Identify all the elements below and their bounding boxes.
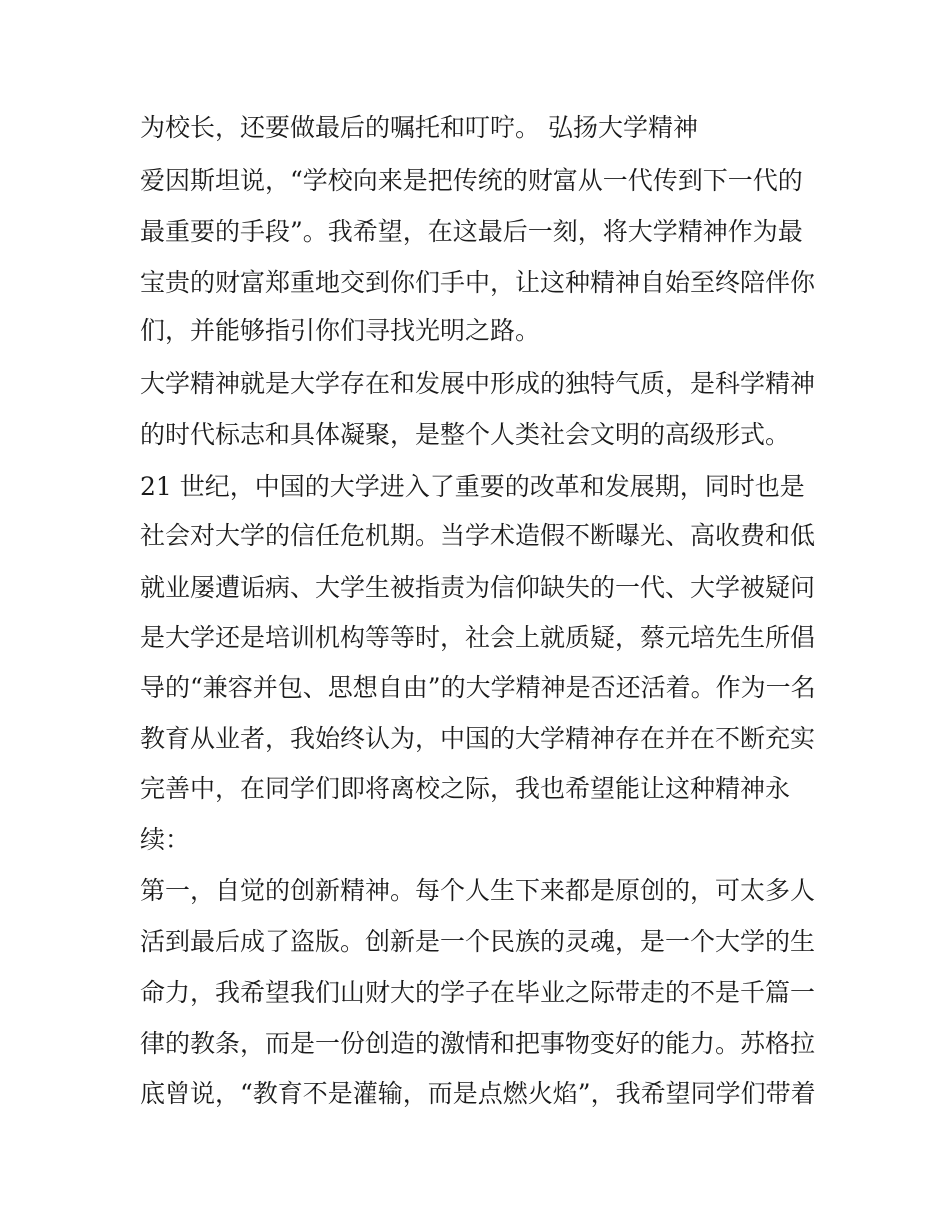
text-line: 底曾说，“教育不是灌输，而是点燃火焰”，我希望同学们带着 — [140, 1079, 816, 1108]
text-line: 律的教条，而是一份创造的激情和把事物变好的能力。苏格拉 — [140, 1029, 816, 1058]
text-line: 最重要的手段”。我希望，在这最后一刻，将大学精神作为最 — [140, 217, 803, 246]
text-line: 就业屡遭诟病、大学生被指责为信仰缺失的一代、大学被疑问 — [140, 573, 816, 602]
text-line: 们，并能够指引你们寻找光明之路。 — [140, 316, 541, 345]
text-line: 命力，我希望我们山财大的学子在毕业之际带走的不是千篇一 — [140, 978, 816, 1007]
text-line: 21 世纪，中国的大学进入了重要的改革和发展期，同时也是 — [140, 472, 805, 501]
text-line: 活到最后成了盗版。创新是一个民族的灵魂，是一个大学的生 — [140, 927, 816, 956]
text-line: 爱因斯坦说，“学校向来是把传统的财富从一代传到下一代的 — [140, 166, 803, 195]
text-line: 续： — [140, 825, 191, 854]
text-line: 完善中，在同学们即将离校之际，我也希望能让这种精神永 — [140, 774, 791, 803]
text-line: 教育从业者，我始终认为，中国的大学精神存在并在不断充实 — [140, 724, 816, 753]
text-line: 为校长，还要做最后的嘱托和叮咛。 弘扬大学精神 — [140, 113, 698, 142]
text-line: 是大学还是培训机构等等时，社会上就质疑，蔡元培先生所倡 — [140, 623, 816, 652]
text-line: 社会对大学的信任危机期。当学术造假不断曝光、高收费和低 — [140, 521, 816, 550]
text-line: 宝贵的财富郑重地交到你们手中，让这种精神自始至终陪伴你 — [140, 268, 816, 297]
text-line: 第一，自觉的创新精神。每个人生下来都是原创的，可太多人 — [140, 876, 816, 905]
text-line: 大学精神就是大学存在和发展中形成的独特气质，是科学精神 — [140, 369, 816, 398]
text-line: 的时代标志和具体凝聚，是整个人类社会文明的高级形式。 — [140, 420, 791, 449]
text-line: 导的“兼容并包、思想自由”的大学精神是否还活着。作为一名 — [140, 673, 816, 702]
